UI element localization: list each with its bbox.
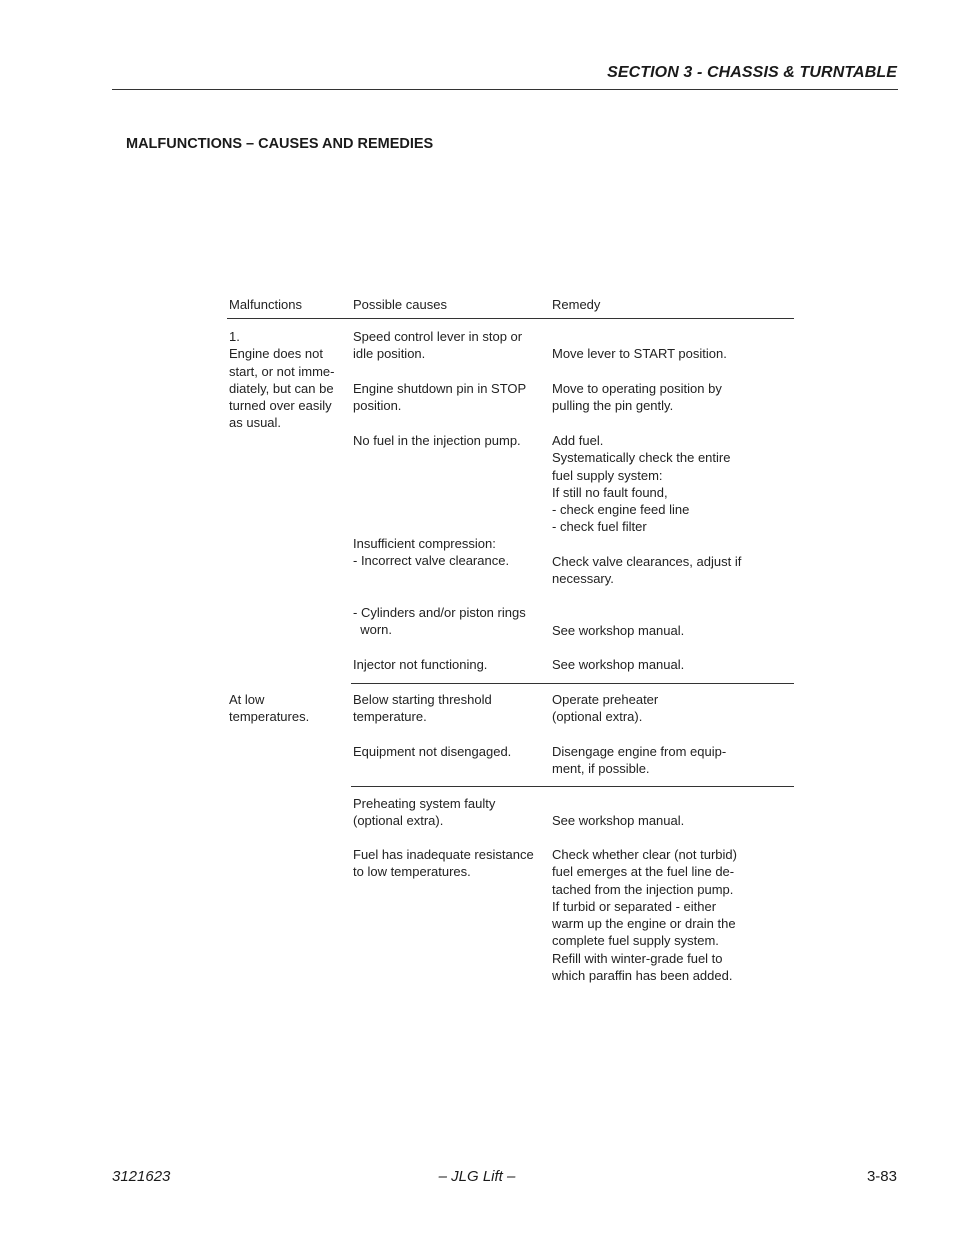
column-header-malfunctions: Malfunctions: [229, 297, 302, 312]
cause-cell: Insufficient compression: - Incorrect valve clearance.: [353, 536, 510, 569]
malfunction-cell: 1. Engine does not start, or not imme- diately, but can be turned over easily as usual.: [229, 329, 335, 431]
cause-cell: Preheating system faulty (optional extra).: [353, 796, 496, 829]
header-divider-line: [227, 318, 794, 319]
section-title: SECTION 3 - CHASSIS & TURNTABLE: [607, 64, 897, 81]
remedy-cell: Disengage engine from equip- ment, if possible.: [552, 744, 727, 777]
column-header-possible-causes: Possible causes: [353, 297, 447, 312]
remedy-cell: Move to operating position by pulling the pin gently.: [552, 381, 722, 414]
page-title: MALFUNCTIONS – CAUSES AND REMEDIES: [126, 136, 434, 152]
cause-cell: No fuel in the injection pump.: [353, 433, 521, 448]
row-divider: [351, 786, 794, 787]
cause-cell: - Cylinders and/or piston rings worn.: [353, 605, 526, 638]
cause-cell: Speed control lever in stop or idle position.: [353, 329, 523, 362]
malfunction-cell: At low temperatures.: [229, 692, 310, 725]
page-number: 3-83: [866, 1168, 897, 1185]
remedy-cell: See workshop manual.: [552, 813, 685, 828]
remedy-cell: See workshop manual.: [552, 623, 685, 638]
cause-cell: Below starting threshold temperature.: [353, 692, 492, 725]
cause-cell: Engine shutdown pin in STOP position.: [353, 381, 527, 414]
cause-cell: Equipment not disengaged.: [353, 744, 512, 759]
column-header-remedy: Remedy: [552, 297, 601, 312]
footer-brand: – JLG Lift –: [438, 1168, 516, 1185]
cause-cell: Injector not functioning.: [353, 657, 488, 672]
remedy-cell: Operate preheater (optional extra).: [552, 692, 659, 725]
cause-cell: Fuel has inadequate resistance to low temperatures.: [353, 847, 534, 880]
header-divider: [112, 89, 898, 90]
row-divider: [351, 683, 794, 684]
remedy-cell: Add fuel. Systematically check the entire fuel supply system: If still no fault found, - check engine feed line - check fuel filter: [552, 433, 731, 535]
document-number: 3121623: [112, 1168, 171, 1185]
remedy-cell: Move lever to START position.: [552, 346, 727, 361]
remedy-cell: See workshop manual.: [552, 657, 685, 672]
remedy-cell: Check valve clearances, adjust if necessary.: [552, 554, 742, 587]
remedy-cell: Check whether clear (not turbid) fuel emerges at the fuel line de- tached from the injection pump. If turbid or separated - either warm up the engine or drain the complete fuel supply system. Refill with winter-grade fuel to which paraffin has been added.: [552, 847, 737, 984]
